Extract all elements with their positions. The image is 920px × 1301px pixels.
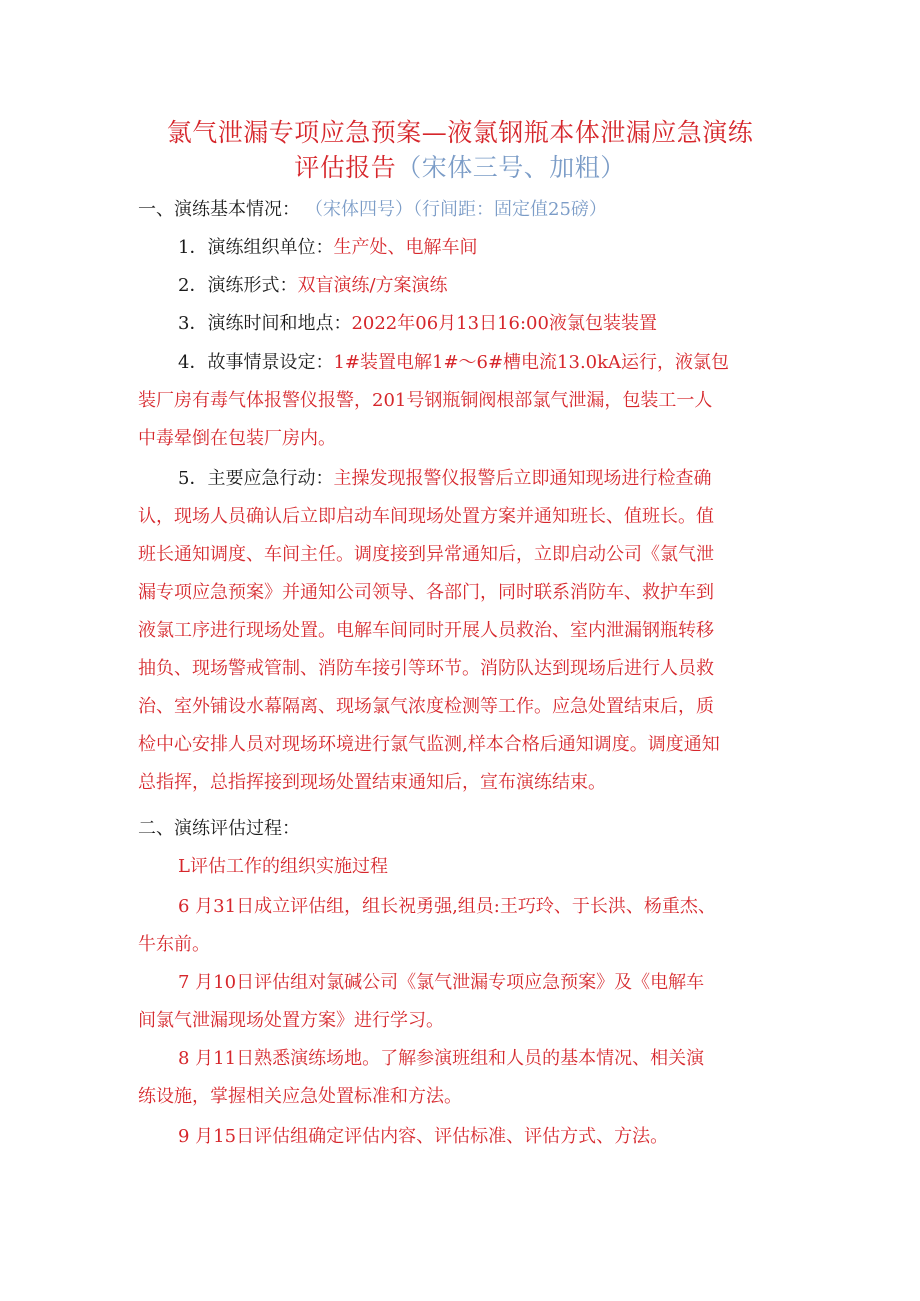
section-1-format-note: （宋体四号）（行间距：固定值25磅） [314,199,607,220]
section-2-heading: 二、演练评估过程： [138,818,300,839]
item-label: 1．演练组织单位： [178,237,334,258]
item-value: 主操发现报警仪报警后立即通知现场进行检查确 [333,468,712,489]
timeline-entry-3-line-1: 8 月11日熟悉演练场地。了解参演班组和人员的基本情况、相关演 [178,1048,705,1069]
item-actions-line-3: 班长通知调度、车间主任。调度接到异常通知后，立即启动公司《氯气泄 [138,544,714,565]
item-drill-format [178,274,448,298]
timeline-entry-2-line-2: 间氯气泄漏现场处置方案》进行学习。 [138,1010,444,1031]
timeline-entry-4-line-1: 9 月15日评估组确定评估内容、评估标准、评估方式、方法。 [178,1126,669,1147]
timeline-entry-2-line-1: 7 月10日评估组对氯碱公司《氯气泄漏专项应急预案》及《电解车 [178,972,705,993]
item-time-place [178,312,657,336]
item-scenario-line-3: 中毒晕倒在包装厂房内。 [138,428,336,449]
item-scenario-line-2: 装厂房有毒气体报警仪报警，201号钢瓶铜阀根部氯气泄漏，包装工一人 [138,390,713,411]
item-actions-line-4: 漏专项应急预案》并通知公司领导、各部门，同时联系消防车、救护车到 [138,582,714,603]
item-actions-line-6: 抽负、现场警戒管制、消防车接引等环节。消防队达到现场后进行人员救 [138,658,714,679]
item-actions-line-8: 检中心安排人员对现场环境进行氯气监测,样本合格后通知调度。调度通知 [138,734,720,755]
item-scenario-line-1 [178,351,729,375]
report-title-line-2 [0,148,920,184]
item-label: 2．演练形式： [178,275,298,296]
timeline-entry-3-line-2: 练设施，掌握相关应急处置标准和方法。 [138,1086,462,1107]
item-label: 5．主要应急行动： [178,468,334,489]
item-value: 生产处、电解车间 [333,237,478,258]
item-actions-line-9: 总指挥，总指挥接到现场处置结束通知后，宣布演练结束。 [138,772,606,793]
item-value: 2022年06月13日16:00液氯包装装置 [351,313,657,334]
item-label: 3．演练时间和地点： [178,313,352,334]
section-2-subheading: L评估工作的组织实施过程 [178,856,388,877]
report-title-line-1: 氯气泄漏专项应急预案—液氯钢瓶本体泄漏应急演练 [166,118,754,147]
item-actions-line-5: 液氯工序进行现场处置。电解车间同时开展人员救治、室内泄漏钢瓶转移 [138,620,714,641]
item-actions-line-2: 认，现场人员确认后立即启动车间现场处置方案并通知班长、值班长。值 [138,506,714,527]
timeline-entry-1-line-1: 6 月31日成立评估组，组长祝勇强,组员:王巧玲、于长洪、杨重杰、 [178,896,716,917]
item-organizer [178,236,477,260]
item-actions-line-1 [178,467,711,491]
item-value: 1#装置电解1#～6#槽电流13.0kA运行，液氯包 [333,352,730,373]
section-1-heading-row [138,198,607,222]
section-1-heading: 一、演练基本情况： [138,199,300,220]
item-actions-line-7: 治、室外铺设水幕隔离、现场氯气浓度检测等工作。应急处置结束后，质 [138,696,714,717]
report-title-format-note: （宋体三号、加粗） [396,153,626,182]
report-title-main: 评估报告 [294,153,397,182]
timeline-entry-1-line-2: 牛东前。 [138,934,210,955]
item-value: 双盲演练/方案演练 [297,275,448,296]
item-label: 4．故事情景设定： [178,352,334,373]
